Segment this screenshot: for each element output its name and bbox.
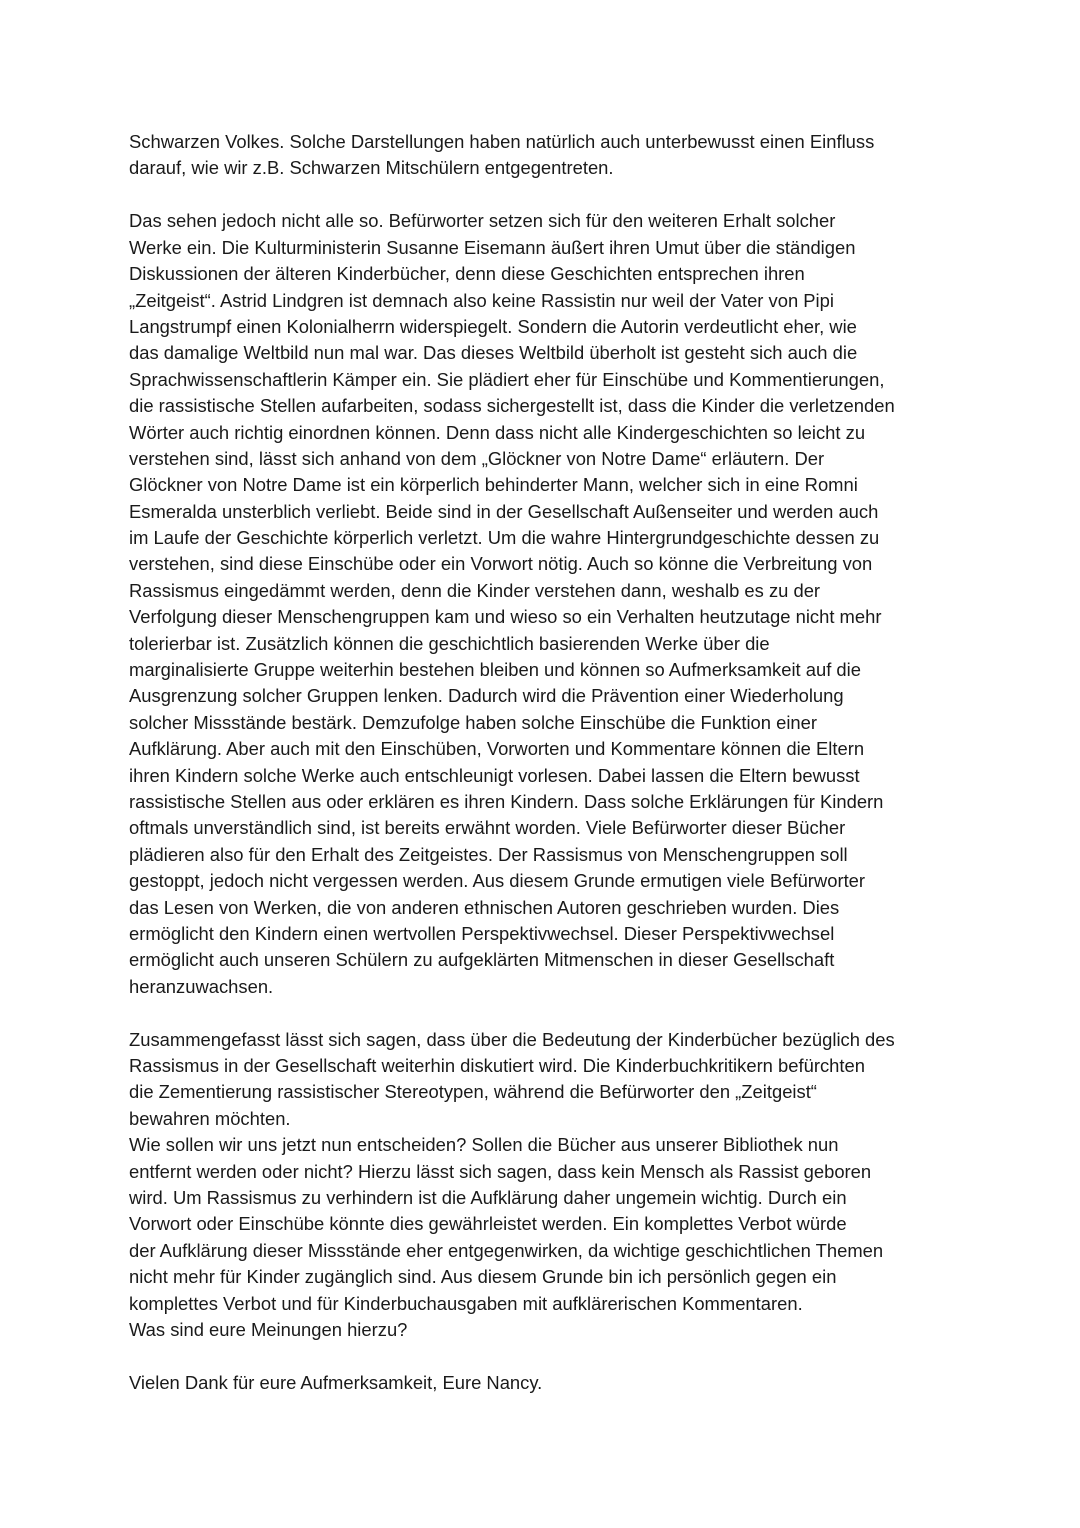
paragraph <box>129 129 969 182</box>
text-line: plädieren also für den Erhalt des Zeitgeistes. Der Rassismus von Menschengruppen soll <box>129 843 848 865</box>
paragraph-gap <box>129 1343 969 1370</box>
text-line: Was sind eure Meinungen hierzu? <box>129 1318 408 1340</box>
text-line: das Lesen von Werken, die von anderen ethnischen Autoren geschrieben wurden. Dies <box>129 896 840 918</box>
text-line: der Aufklärung dieser Missstände eher entgegenwirken, da wichtige geschichtlichen Themen <box>129 1239 884 1261</box>
text-line: Werke ein. Die Kulturministerin Susanne Eisemann äußert ihren Umut über die ständigen <box>129 236 856 258</box>
text-line: Langstrumpf einen Kolonialherrn widerspiegelt. Sondern die Autorin verdeutlicht eher, wie <box>129 315 857 337</box>
paragraph-gap <box>129 182 969 209</box>
text-line: die rassistische Stellen aufarbeiten, sodass sichergestellt ist, dass die Kinder die verletzenden <box>129 395 895 417</box>
text-line: wird. Um Rassismus zu verhindern ist die Aufklärung daher ungemein wichtig. Durch ein <box>129 1187 847 1209</box>
text-line: Vorwort oder Einschübe könnte dies gewährleistet werden. Ein komplettes Verbot würde <box>129 1213 847 1235</box>
paragraph <box>129 1027 969 1344</box>
document-page <box>129 129 969 1396</box>
text-line: Vielen Dank für eure Aufmerksamkeit, Eure Nancy. <box>129 1371 543 1393</box>
text-line: Rassismus eingedämmt werden, denn die Kinder verstehen dann, weshalb es zu der <box>129 579 821 601</box>
text-line: Wörter auch richtig einordnen können. Denn dass nicht alle Kindergeschichten so leicht zu <box>129 421 866 443</box>
paragraph-gap <box>129 1000 969 1027</box>
text-line: ermöglicht den Kindern einen wertvollen Perspektivwechsel. Dieser Perspektivwechsel <box>129 922 835 944</box>
text-line: Glöckner von Notre Dame ist ein körperlich behinderter Mann, welcher sich in eine Romni <box>129 474 858 496</box>
text-line: gestoppt, jedoch nicht vergessen werden. Aus diesem Grunde ermutigen viele Befürworter <box>129 870 866 892</box>
text-line: oftmals unverständlich sind, ist bereits erwähnt worden. Viele Befürworter dieser Bücher <box>129 817 846 839</box>
text-line: Verfolgung dieser Menschengruppen kam und wieso so ein Verhalten heutzutage nicht mehr <box>129 606 882 628</box>
text-line: im Laufe der Geschichte körperlich verletzt. Um die wahre Hintergrundgeschichte dessen zu <box>129 527 880 549</box>
text-line: Diskussionen der älteren Kinderbücher, denn diese Geschichten entsprechen ihren <box>129 263 805 285</box>
text-line: verstehen, sind diese Einschübe oder ein Vorwort nötig. Auch so könne die Verbreitung von <box>129 553 873 575</box>
text-line: heranzuwachsen. <box>129 975 274 997</box>
text-line: rassistische Stellen aus oder erklären es ihren Kindern. Dass solche Erklärungen für Kindern <box>129 790 884 812</box>
text-line: das damalige Weltbild nun mal war. Das dieses Weltbild überholt ist gesteht sich auch die <box>129 342 858 364</box>
text-line: ermöglicht auch unseren Schülern zu aufgeklärten Mitmenschen in dieser Gesellschaft <box>129 949 835 971</box>
text-line: Sprachwissenschaftlerin Kämper ein. Sie plädiert eher für Einschübe und Kommentierungen, <box>129 368 885 390</box>
paragraph <box>129 1370 969 1396</box>
text-line: Zusammengefasst lässt sich sagen, dass über die Bedeutung der Kinderbücher bezüglich des <box>129 1028 895 1050</box>
text-line: nicht mehr für Kinder zugänglich sind. Aus diesem Grunde bin ich persönlich gegen ein <box>129 1266 837 1288</box>
text-line: Das sehen jedoch nicht alle so. Befürworter setzen sich für den weiteren Erhalt solcher <box>129 210 836 232</box>
text-line: marginalisierte Gruppe weiterhin bestehen bleiben und können so Aufmerksamkeit auf die <box>129 659 861 681</box>
text-line: „Zeitgeist“. Astrid Lindgren ist demnach also keine Rassistin nur weil der Vater von Pipi <box>129 289 834 311</box>
text-line: verstehen sind, lässt sich anhand von dem „Glöckner von Notre Dame“ erläutern. Der <box>129 447 825 469</box>
text-line: Esmeralda unsterblich verliebt. Beide sind in der Gesellschaft Außenseiter und werden auch <box>129 500 879 522</box>
text-line: darauf, wie wir z.B. Schwarzen Mitschülern entgegentreten. <box>129 157 614 179</box>
text-line: Rassismus in der Gesellschaft weiterhin diskutiert wird. Die Kinderbuchkritikern befürchten <box>129 1055 865 1077</box>
text-line: solcher Missstände bestärk. Demzufolge haben solche Einschübe die Funktion einer <box>129 711 817 733</box>
text-line: ihren Kindern solche Werke auch entschleunigt vorlesen. Dabei lassen die Eltern bewusst <box>129 764 860 786</box>
paragraph <box>129 208 969 1000</box>
text-line: Schwarzen Volkes. Solche Darstellungen haben natürlich auch unterbewusst einen Einfluss <box>129 131 875 152</box>
text-line: die Zementierung rassistischer Stereotypen, während die Befürworter den „Zeitgeist“ <box>129 1081 817 1103</box>
text-line: entfernt werden oder nicht? Hierzu lässt sich sagen, dass kein Mensch als Rassist geboren <box>129 1160 872 1182</box>
text-line: Aufklärung. Aber auch mit den Einschüben, Vorworten und Kommentare können die Eltern <box>129 738 865 760</box>
text-line: tolerierbar ist. Zusätzlich können die geschichtlich basierenden Werke über die <box>129 632 770 654</box>
text-line: komplettes Verbot und für Kinderbuchausgaben mit aufklärerischen Kommentaren. <box>129 1292 803 1314</box>
text-line: Ausgrenzung solcher Gruppen lenken. Dadurch wird die Prävention einer Wiederholung <box>129 685 844 707</box>
text-line: Wie sollen wir uns jetzt nun entscheiden? Sollen die Bücher aus unserer Bibliothek nun <box>129 1134 839 1156</box>
text-line: bewahren möchten. <box>129 1107 291 1129</box>
